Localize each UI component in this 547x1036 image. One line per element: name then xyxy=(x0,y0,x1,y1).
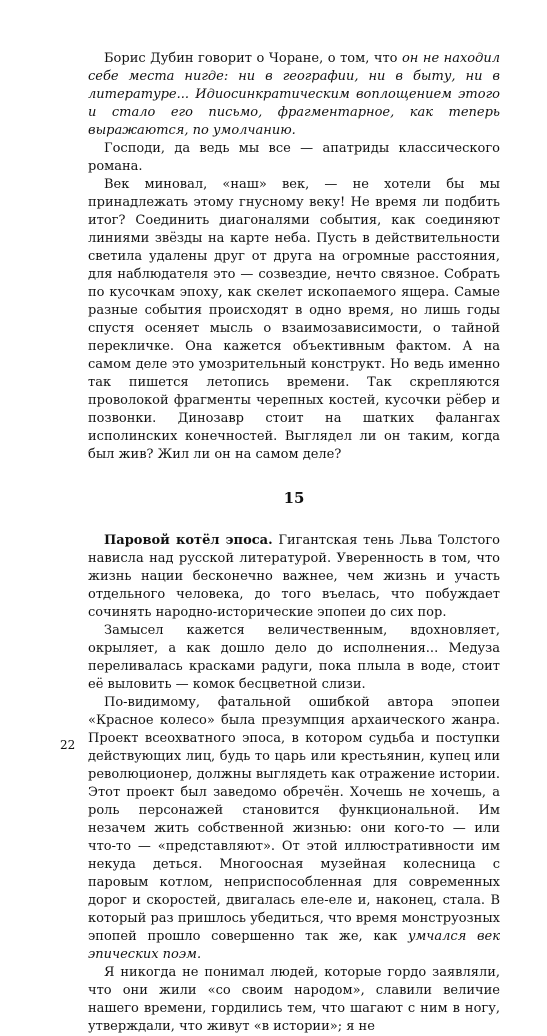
text: Я никогда не понимал людей, которые гордо заявляли, что они жили «со своим народом», славили величие нашего времени, гордились тем, что шагают с ним в ногу, утверждали, что живут «в истории»; я не xyxy=(88,965,500,1034)
text: Господи, да ведь мы все — апатриды классического романа. xyxy=(88,141,500,174)
text: По-видимому, фатальной ошибкой автора эпопеи «Красное колесо» была презумпция архаического жанра. Проект всеохватного эпоса, в котором судьба и поступки действующих лиц, будь то царь или крестьянин, купец или революционер, должны выглядеть как отражение истории. Этот проект был заведомо обречён. Хочешь не хочешь, а роль персонажей становится функциональной. Им незачем жить собственной жизнью: они кого-то — или что-то — «представляют». От этой иллюстративности им некуда деться. Многоосная музейная колесница с паровым котлом, неприспособленная для современных дорог и скоростей, двигалась еле-еле и, наконец, стала. В который раз пришлось убедиться, что время монструозных эпопей прошло совершенно так же, как xyxy=(88,695,500,944)
chapter-number: 15 xyxy=(283,489,305,507)
text-block-bottom xyxy=(88,532,500,1036)
paragraph xyxy=(88,964,500,1036)
text: Гигантская тень Льва Толстого нависла над русской литературой. Уверенность в том, что жизнь нации бесконечно важнее, чем жизнь и участь отдельного человека, до того въелась, что побуждает сочинять народно-исторические эпопеи до сих пор. xyxy=(88,533,500,620)
paragraph xyxy=(88,694,500,964)
page-body xyxy=(88,50,500,1036)
paragraph xyxy=(88,532,500,622)
italic-text: умчался век эпических поэм. xyxy=(88,929,500,962)
text: Век миновал, «наш» век, — не хотели бы мы принадлежать этому гнусному веку! Не время ли подбить итог? Соединить диагоналями события, как соединяют линиями звёзды на карте неба. Пусть в действительности светила удалены друг от друга на огромные расстояния, для наблюдателя это — созвездие, нечто связное. Собрать по кусочкам эпоху, как скелет ископаемого ящера. Самые разные события происходят в одно время, но лишь годы спустя осеняет мысль о взаимозависимости, о тайной перекличке. Она кажется объективным фактом. А на самом деле это умозрительный конструкт. Но ведь именно так пишется летопись времени. Так скрепляются проволокой фрагменты черепных костей, кусочки рёбер и позвонки. Динозавр стоит на шатких фалангах исполинских конечностей. Выглядел ли он таким, когда был жив? Жил ли он на самом деле? xyxy=(88,177,500,462)
paragraph xyxy=(88,50,500,140)
paragraph xyxy=(88,622,500,694)
section-heading: Паровой котёл эпоса. xyxy=(104,533,273,548)
text: Замысел кажется величественным, вдохновляет, окрыляет, а как дошло дело до исполнения... Медуза переливалась красками радуги, пока плыла в воде, стоит её выловить — комок бесцветной слизи. xyxy=(88,623,500,692)
text: Борис Дубин говорит о Чоране, о том, что xyxy=(104,51,402,66)
italic-text: он не находил себе места нигде: ни в географии, ни в быту, ни в литературе... Идиосинкратическим воплощением этого и стало его письмо, фрагментарное, как теперь выражаются, по умолчанию. xyxy=(88,51,500,138)
paragraph xyxy=(88,140,500,176)
paragraph xyxy=(88,176,500,464)
text-block-top xyxy=(88,50,500,464)
page-number: 22 xyxy=(60,738,76,752)
